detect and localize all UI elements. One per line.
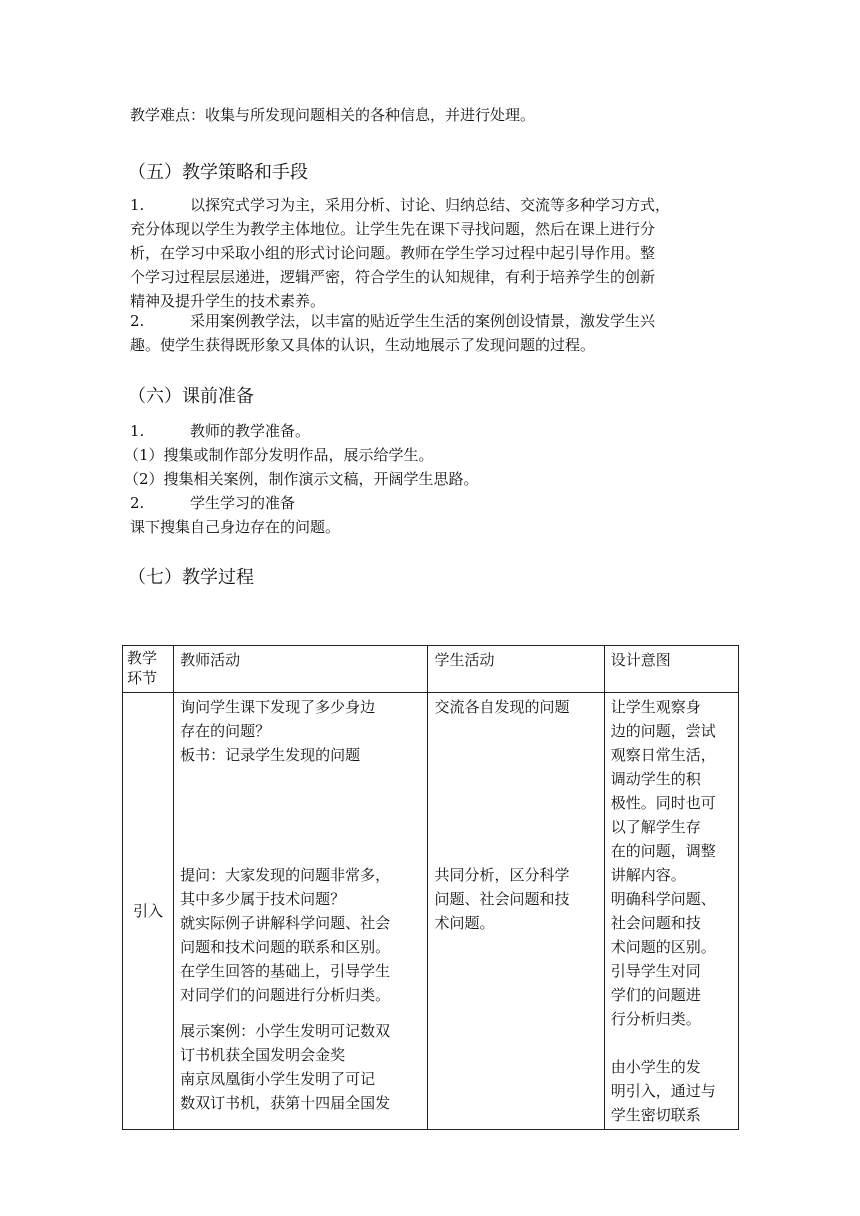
cell-line: 由小学生的发 [610, 1058, 701, 1076]
cell-line: 交流各自发现的问题 [434, 698, 570, 716]
cell-line: 询问学生课下发现了多少身边 [180, 698, 376, 716]
text-line: 以探究式学习为主，采用分析、讨论、归纳总结、交流等多种学习方式， [190, 196, 671, 214]
header-design: 设计意图 [604, 646, 738, 693]
cell-line: 南京凤凰街小学生发明了可记 [180, 1070, 376, 1088]
cell-line: 板书：记录学生发现的问题 [180, 746, 361, 764]
item-number: 2. [130, 312, 145, 330]
text-line: 趣。使学生获得既形象又具体的认识，生动地展示了发现问题的过程。 [130, 336, 596, 354]
cell-line: 让学生观察身 [610, 698, 701, 716]
item-number: 2. [130, 494, 145, 512]
cell-line: 数双订书机，获第十四届全国发 [180, 1094, 391, 1112]
section-5-item-2 [130, 309, 740, 357]
table-row [123, 693, 739, 1130]
teacher-activity-cell [174, 693, 428, 1130]
sub-item: （1）搜集或制作部分发明作品，展示给学生。 [124, 446, 434, 464]
table-header-row [123, 646, 739, 693]
cell-line: 问题和技术问题的联系和区别。 [180, 938, 391, 956]
student-activity-cell [428, 693, 604, 1130]
cell-line: 明引入，通过与 [610, 1082, 716, 1100]
item-number: 1. [130, 196, 145, 214]
section-7-heading: （七）教学过程 [128, 567, 254, 588]
text-line: 采用案例教学法，以丰富的贴近学生生活的案例创设情景，激发学生兴 [190, 312, 656, 330]
teaching-difficulty: 教学难点：收集与所发现问题相关的各种信息，并进行处理。 [130, 106, 536, 124]
cell-line: 调动学生的积 [610, 770, 701, 788]
text-line: 教师的教学准备。 [190, 422, 311, 440]
cell-line: 行分析归类。 [610, 1010, 701, 1028]
stage-cell: 引入 [123, 693, 174, 1130]
text-line: 学生学习的准备 [190, 494, 296, 512]
item-number: 1. [130, 422, 145, 440]
cell-line: 在学生回答的基础上，引导学生 [180, 962, 391, 980]
text-line: 精神及提升学生的技术素养。 [130, 292, 326, 310]
cell-line: 对同学们的问题进行分析归类。 [180, 986, 391, 1004]
cell-line: 问题、社会问题和技 [434, 890, 570, 908]
section-6-body [124, 419, 740, 539]
section-5-heading: （五）教学策略和手段 [128, 162, 308, 183]
text-line: 课下搜集自己身边存在的问题。 [130, 518, 341, 536]
cell-line: 提问：大家发现的问题非常多， [180, 866, 391, 884]
header-student: 学生活动 [428, 646, 604, 693]
header-text: 环节 [127, 669, 158, 687]
text-line: 充分体现以学生为教学主体地位。让学生先在课下寻找问题，然后在课上进行分 [130, 220, 656, 238]
cell-line: 共同分析，区分科学 [434, 866, 570, 884]
cell-line: 展示案例：小学生发明可记数双 [180, 1022, 391, 1040]
cell-line: 学生密切联系 [610, 1106, 701, 1124]
cell-line: 术问题的区别。 [610, 938, 716, 956]
header-stage [123, 646, 174, 693]
cell-line: 术问题。 [434, 914, 495, 932]
header-teacher: 教师活动 [174, 646, 428, 693]
text-line: 析，在学习中采取小组的形式讨论问题。教师在学生学习过程中起引导作用。整 [130, 244, 656, 262]
section-6-heading: （六）课前准备 [128, 386, 254, 407]
cell-line: 订书机获全国发明会金奖 [180, 1046, 346, 1064]
cell-line: 其中多少属于技术问题？ [180, 890, 346, 908]
cell-line: 在的问题，调整 [610, 842, 716, 860]
text-line: 个学习过程层层递进，逻辑严密，符合学生的认知规律，有利于培养学生的创新 [130, 268, 656, 286]
section-5-item-1 [130, 193, 740, 313]
sub-item: （2）搜集相关案例，制作演示文稿，开阔学生思路。 [124, 470, 479, 488]
cell-line: 讲解内容。 [610, 866, 686, 884]
teaching-process-table [122, 645, 739, 1130]
cell-line: 就实际例子讲解科学问题、社会 [180, 914, 391, 932]
cell-line: 以了解学生存 [610, 818, 701, 836]
header-text: 教学 [127, 649, 158, 667]
cell-line: 社会问题和技 [610, 914, 701, 932]
cell-line: 观察日常生活， [610, 746, 716, 764]
cell-line: 明确科学问题、 [610, 890, 716, 908]
cell-line: 学们的问题进 [610, 986, 701, 1004]
cell-line: 引导学生对同 [610, 962, 701, 980]
cell-line: 存在的问题？ [180, 722, 271, 740]
design-intent-cell [604, 693, 738, 1130]
cell-line: 边的问题，尝试 [610, 722, 716, 740]
cell-line: 极性。同时也可 [610, 794, 716, 812]
